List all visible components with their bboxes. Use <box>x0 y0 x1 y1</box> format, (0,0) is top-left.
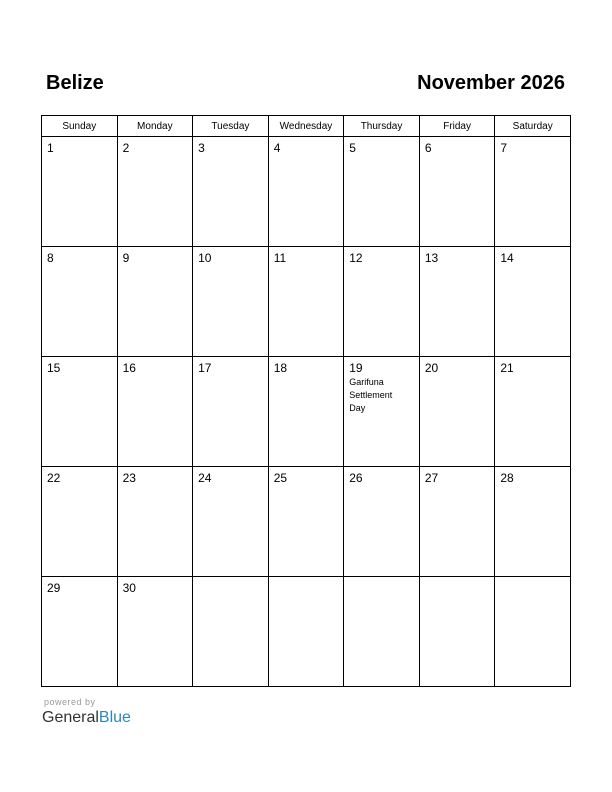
day-cell <box>419 137 495 247</box>
brand-general-text: General <box>42 709 99 726</box>
day-cell <box>42 577 118 687</box>
day-number: 29 <box>47 581 61 595</box>
day-cell <box>42 137 118 247</box>
generalblue-logo-link[interactable] <box>42 708 131 728</box>
day-number: 14 <box>500 251 514 265</box>
day-number: 25 <box>273 471 288 485</box>
day-number: 10 <box>198 251 212 265</box>
weekday-friday: Friday <box>419 116 495 137</box>
day-cell <box>117 137 193 247</box>
day-cell <box>117 577 193 687</box>
day-number: 2 <box>122 141 130 155</box>
day-cell <box>42 357 118 467</box>
day-number: 28 <box>500 471 514 485</box>
day-number: 19 <box>349 361 363 375</box>
week-row <box>42 137 571 247</box>
day-number: 23 <box>122 471 136 485</box>
day-number: 6 <box>424 141 432 155</box>
day-cell <box>344 137 420 247</box>
day-cell <box>193 247 269 357</box>
weekday-saturday: Saturday <box>495 116 571 137</box>
day-cell <box>117 247 193 357</box>
day-cell <box>268 357 344 467</box>
day-cell <box>344 357 420 467</box>
day-number: 1 <box>47 141 54 155</box>
day-cell <box>117 357 193 467</box>
day-cell <box>193 577 269 687</box>
day-number: 18 <box>273 361 288 375</box>
day-cell <box>419 467 495 577</box>
weekday-tuesday: Tuesday <box>193 116 269 137</box>
day-cell <box>344 247 420 357</box>
day-number: 17 <box>198 361 212 375</box>
week-row <box>42 357 571 467</box>
day-cell <box>42 247 118 357</box>
day-cell <box>495 577 571 687</box>
day-number: 15 <box>47 361 61 375</box>
weekday-monday: Monday <box>117 116 193 137</box>
day-cell <box>42 467 118 577</box>
day-number: 30 <box>122 581 136 595</box>
day-cell <box>193 467 269 577</box>
day-cell <box>419 247 495 357</box>
day-cell <box>344 577 420 687</box>
day-number: 4 <box>273 141 281 155</box>
calendar-grid <box>41 115 571 687</box>
day-number: 9 <box>122 251 130 265</box>
day-number: 3 <box>198 141 205 155</box>
day-cell <box>193 357 269 467</box>
week-row <box>42 577 571 687</box>
day-number: 16 <box>122 361 136 375</box>
week-row <box>42 467 571 577</box>
day-cell <box>117 467 193 577</box>
day-number: 26 <box>349 471 363 485</box>
day-number: 8 <box>47 251 54 265</box>
day-number: 21 <box>500 361 514 375</box>
brand-blue-text: Blue <box>98 709 131 726</box>
holiday-label: Garifuna Settlement Day <box>349 377 393 413</box>
weekday-header-row <box>42 116 571 137</box>
weekday-wednesday: Wednesday <box>268 116 344 137</box>
day-cell <box>495 357 571 467</box>
day-cell <box>268 247 344 357</box>
day-number: 24 <box>198 471 212 485</box>
day-number: 13 <box>424 251 439 265</box>
day-number: 7 <box>500 141 508 155</box>
day-cell <box>419 357 495 467</box>
day-number: 20 <box>424 361 439 375</box>
weekday-thursday: Thursday <box>344 116 420 137</box>
day-cell <box>495 247 571 357</box>
day-cell <box>419 577 495 687</box>
day-cell <box>495 137 571 247</box>
country-title: Belize <box>46 72 104 94</box>
week-row <box>42 247 571 357</box>
weekday-sunday: Sunday <box>42 116 118 137</box>
day-number: 12 <box>349 251 363 265</box>
day-cell <box>193 137 269 247</box>
month-year-title: November 2026 <box>417 72 565 94</box>
powered-by-text: powered by <box>44 697 96 707</box>
day-number: 11 <box>273 251 287 265</box>
day-cell <box>268 467 344 577</box>
day-number: 22 <box>47 471 61 485</box>
day-number: 27 <box>424 471 439 485</box>
day-cell <box>268 577 344 687</box>
day-cell <box>268 137 344 247</box>
day-cell <box>495 467 571 577</box>
day-cell <box>344 467 420 577</box>
day-number: 5 <box>349 141 356 155</box>
